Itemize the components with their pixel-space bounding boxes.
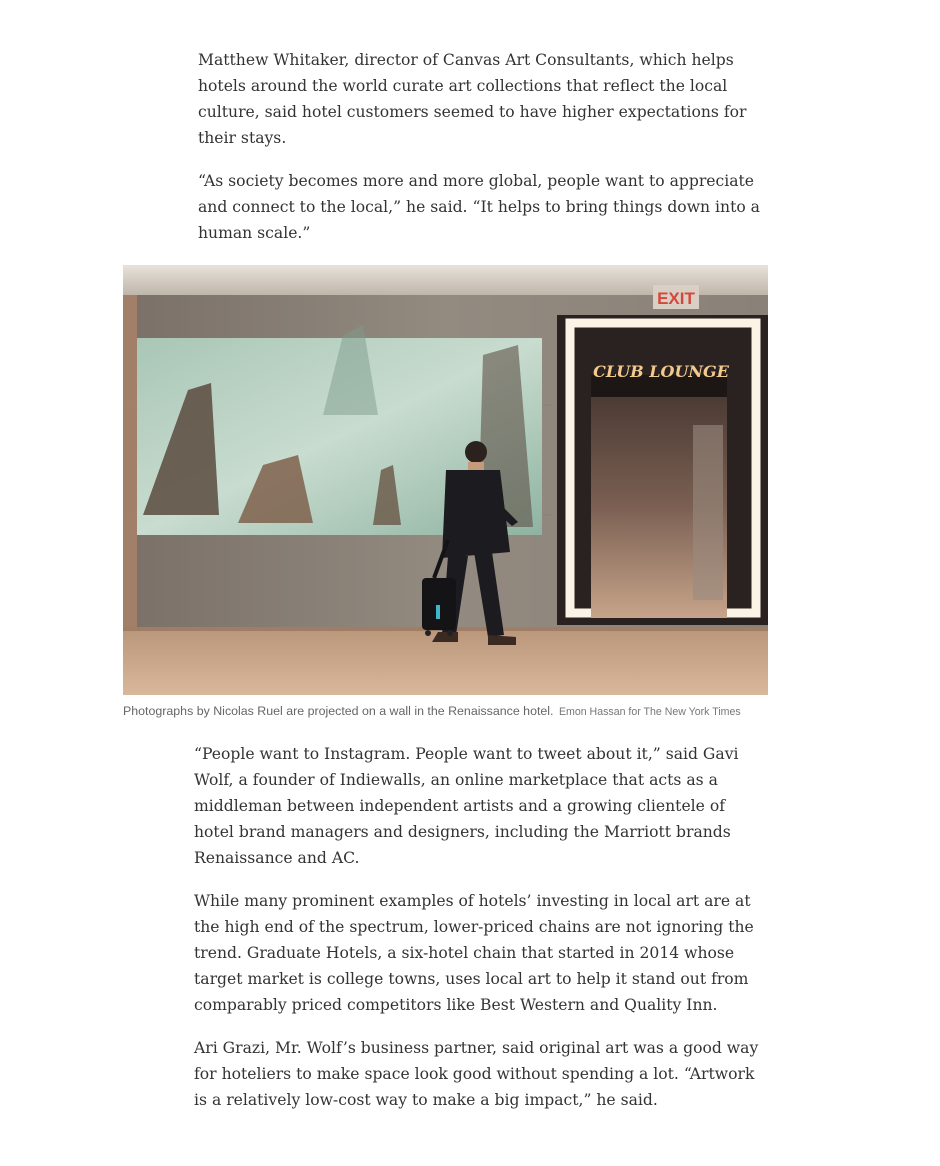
caption-text: Photographs by Nicolas Ruel are projected on a wall in the Renaissance hotel. bbox=[123, 704, 554, 718]
hotel-lobby-photo bbox=[123, 265, 768, 695]
photo-credit: Emon Hassan for The New York Times bbox=[558, 706, 741, 718]
club-lounge-sign: CLUB LOUNGE bbox=[593, 362, 729, 381]
paragraph: “As society becomes more and more global, people want to appreciate and connect to the local,” he said. “It helps to bring things down into a human scale.” bbox=[198, 172, 760, 242]
photo-caption bbox=[123, 702, 823, 721]
paragraph: Matthew Whitaker, director of Canvas Art Consultants, which helps hotels around the world curate art collections that reflect the local culture, said hotel customers seemed to have higher expectations for their stays. bbox=[198, 51, 747, 147]
exit-sign: EXIT bbox=[657, 289, 695, 308]
article-body-bottom bbox=[194, 741, 768, 1130]
article-photo bbox=[123, 265, 768, 695]
paragraph: While many prominent examples of hotels’ investing in local art are at the high end of the spectrum, lower-priced chains are not ignoring the trend. Graduate Hotels, a six-hotel chain that started in 2014 whose target market is college towns, uses local art to help it stand out from comparably priced competitors like Best Western and Quality Inn. bbox=[194, 892, 754, 1014]
article-body-top bbox=[198, 47, 768, 263]
paragraph: “People want to Instagram. People want to tweet about it,” said Gavi Wolf, a founder of Indiewalls, an online marketplace that acts as a middleman between independent artists and a growing clientele of hotel brand managers and designers, including the Marriott brands Renaissance and AC. bbox=[194, 745, 739, 867]
paragraph: Ari Grazi, Mr. Wolf’s business partner, said original art was a good way for hoteliers to make space look good without spending a lot. “Artwork is a relatively low-cost way to make a big impact,” he said. bbox=[194, 1039, 759, 1109]
